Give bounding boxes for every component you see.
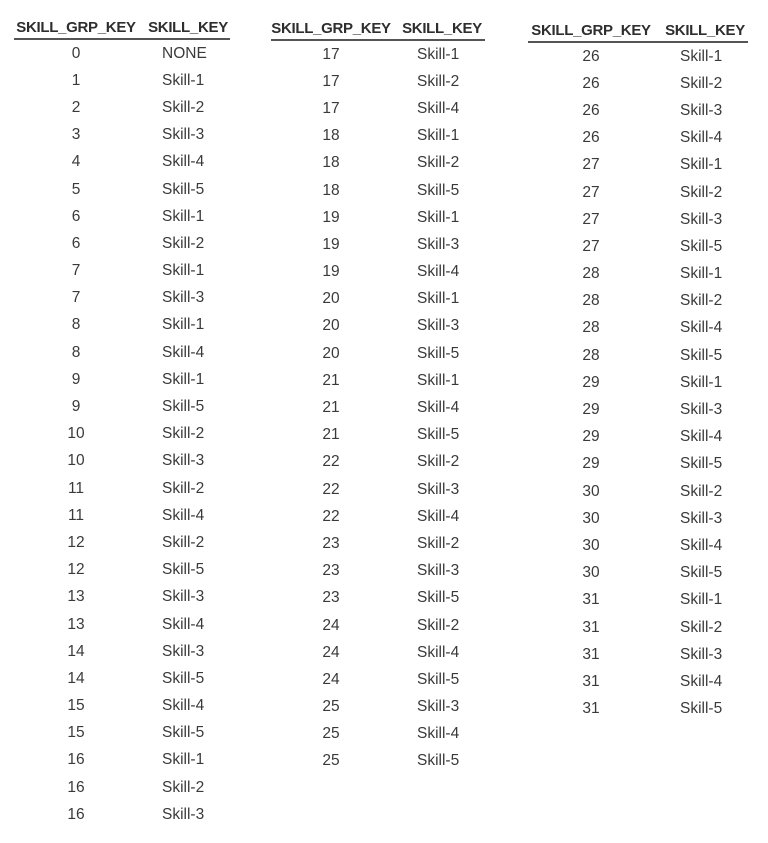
skill-grp-key-cell: 30 <box>582 482 600 500</box>
table-row <box>14 393 230 420</box>
table-row <box>528 97 748 124</box>
table-row <box>271 666 485 693</box>
header-row <box>271 17 485 40</box>
table-row <box>528 424 748 451</box>
skill-grp-key-cell: 27 <box>582 183 600 201</box>
table-row <box>14 366 230 393</box>
skill-key-cell: Skill-4 <box>680 428 723 446</box>
table-row <box>528 478 748 505</box>
table-row <box>14 448 230 475</box>
table-row <box>528 396 748 423</box>
skill-grp-key-cell: 17 <box>322 72 340 90</box>
skill-grp-key-cell: 12 <box>67 561 85 579</box>
skill-key-cell: Skill-3 <box>680 210 723 228</box>
skill-key-cell: Skill-3 <box>162 289 205 307</box>
skill-key-cell: Skill-3 <box>162 452 205 470</box>
table-row <box>14 611 230 638</box>
skill-group-table-1 <box>14 16 230 828</box>
table-row <box>271 721 485 748</box>
skill-grp-key-cell: 4 <box>71 153 81 171</box>
skill-key-cell: Skill-4 <box>417 99 460 117</box>
skill-grp-key-cell: 29 <box>582 428 600 446</box>
skill-key-cell: Skill-1 <box>162 71 205 89</box>
table-row <box>271 394 485 421</box>
skill-key-cell: Skill-2 <box>417 616 460 634</box>
skill-key-cell: Skill-2 <box>162 98 205 116</box>
skill-key-cell: Skill-1 <box>680 47 723 65</box>
skill-key-cell: Skill-1 <box>162 207 205 225</box>
skill-grp-key-cell: 20 <box>322 290 340 308</box>
skill-grp-key-cell: 18 <box>322 154 340 172</box>
table-row <box>14 747 230 774</box>
skill-grp-key-cell: 14 <box>67 642 85 660</box>
skill-grp-key-cell: 26 <box>582 129 600 147</box>
skill-key-cell: Skill-1 <box>417 290 460 308</box>
skill-key-cell: Skill-1 <box>162 262 205 280</box>
skill-grp-key-cell: 1 <box>71 71 81 89</box>
column-header-skill-grp-key: SKILL_GRP_KEY <box>528 19 662 42</box>
skill-grp-key-cell: 17 <box>322 45 340 63</box>
skill-key-cell: Skill-2 <box>417 72 460 90</box>
table-row <box>14 720 230 747</box>
skill-key-cell: Skill-5 <box>680 346 723 364</box>
table-row <box>528 152 748 179</box>
table-row <box>528 125 748 152</box>
skill-grp-key-cell: 21 <box>322 399 340 417</box>
skill-grp-key-cell: 3 <box>71 126 81 144</box>
skill-key-cell: Skill-3 <box>680 645 723 663</box>
skill-grp-key-cell: 24 <box>322 643 340 661</box>
skill-key-cell: Skill-3 <box>417 480 460 498</box>
table-row <box>14 774 230 801</box>
skill-key-cell: Skill-3 <box>162 588 205 606</box>
skill-key-cell: Skill-5 <box>162 398 205 416</box>
table-row <box>14 801 230 828</box>
skill-key-cell: Skill-2 <box>680 74 723 92</box>
skill-grp-key-cell: 25 <box>322 752 340 770</box>
skill-key-cell: Skill-5 <box>680 237 723 255</box>
table-row <box>271 748 485 775</box>
skill-grp-key-cell: 5 <box>71 180 81 198</box>
table-row <box>528 369 748 396</box>
skill-key-cell: Skill-2 <box>162 778 205 796</box>
skill-key-cell: Skill-4 <box>417 725 460 743</box>
skill-grp-key-cell: 26 <box>582 74 600 92</box>
skill-grp-key-cell: 15 <box>67 724 85 742</box>
skill-grp-key-cell: 28 <box>582 346 600 364</box>
skill-grp-key-cell: 13 <box>67 615 85 633</box>
header-row <box>14 16 230 39</box>
skill-key-cell: Skill-5 <box>417 752 460 770</box>
skill-grp-key-cell: 16 <box>67 805 85 823</box>
skill-key-cell: Skill-2 <box>680 183 723 201</box>
skill-key-cell: Skill-2 <box>680 618 723 636</box>
skill-key-cell: Skill-1 <box>162 751 205 769</box>
skill-grp-key-cell: 23 <box>322 589 340 607</box>
skill-grp-key-cell: 27 <box>582 237 600 255</box>
table-body <box>271 40 485 775</box>
table-row <box>14 122 230 149</box>
skill-key-cell: Skill-3 <box>162 805 205 823</box>
skill-grp-key-cell: 9 <box>71 370 81 388</box>
skill-grp-key-cell: 31 <box>582 618 600 636</box>
table-row <box>271 68 485 95</box>
skill-grp-key-cell: 24 <box>322 670 340 688</box>
skill-key-cell: Skill-2 <box>680 292 723 310</box>
skill-grp-key-cell: 30 <box>582 564 600 582</box>
skill-key-cell: Skill-3 <box>680 401 723 419</box>
table-row <box>271 231 485 258</box>
skill-grp-key-cell: 22 <box>322 453 340 471</box>
table-row <box>271 367 485 394</box>
table-row <box>528 42 748 70</box>
table-row <box>528 614 748 641</box>
table-row <box>14 557 230 584</box>
table-body <box>14 39 230 828</box>
table-row <box>271 340 485 367</box>
table-row <box>271 612 485 639</box>
skill-key-cell: Skill-1 <box>417 45 460 63</box>
table-row <box>271 150 485 177</box>
skill-key-cell: Skill-2 <box>162 533 205 551</box>
table-row <box>528 206 748 233</box>
table-row <box>14 176 230 203</box>
table-row <box>14 39 230 67</box>
skill-grp-key-cell: 10 <box>67 452 85 470</box>
table-row <box>14 638 230 665</box>
skill-key-cell: Skill-2 <box>417 154 460 172</box>
table-row <box>14 230 230 257</box>
table-row <box>528 532 748 559</box>
table-row <box>271 530 485 557</box>
skill-grp-key-cell: 31 <box>582 645 600 663</box>
table-body <box>528 42 748 723</box>
skill-key-cell: NONE <box>162 44 207 62</box>
table-row <box>14 339 230 366</box>
table-row <box>528 261 748 288</box>
skill-key-cell: Skill-2 <box>162 425 205 443</box>
table-row <box>14 693 230 720</box>
skill-grp-key-cell: 0 <box>71 44 81 62</box>
skill-grp-key-cell: 20 <box>322 317 340 335</box>
table-row <box>14 203 230 230</box>
table-row <box>271 585 485 612</box>
skill-grp-key-cell: 28 <box>582 319 600 337</box>
skill-key-cell: Skill-5 <box>162 669 205 687</box>
table-row <box>528 179 748 206</box>
skill-key-cell: Skill-5 <box>417 344 460 362</box>
table-row <box>14 312 230 339</box>
skill-key-cell: Skill-5 <box>417 181 460 199</box>
table-row <box>14 67 230 94</box>
table-row <box>271 286 485 313</box>
skill-grp-key-cell: 27 <box>582 210 600 228</box>
table-row <box>271 95 485 122</box>
skill-grp-key-cell: 30 <box>582 509 600 527</box>
skill-key-cell: Skill-5 <box>162 561 205 579</box>
skill-key-cell: Skill-3 <box>417 698 460 716</box>
skill-grp-key-cell: 26 <box>582 47 600 65</box>
skill-grp-key-cell: 28 <box>582 265 600 283</box>
skill-key-cell: Skill-4 <box>680 672 723 690</box>
skill-grp-key-cell: 10 <box>67 425 85 443</box>
skill-key-cell: Skill-5 <box>680 564 723 582</box>
table-row <box>14 285 230 312</box>
skill-grp-key-cell: 21 <box>322 426 340 444</box>
skill-key-cell: Skill-1 <box>680 156 723 174</box>
skill-grp-key-cell: 19 <box>322 263 340 281</box>
column-header-skill-grp-key: SKILL_GRP_KEY <box>271 17 399 40</box>
table-row <box>528 342 748 369</box>
skill-grp-key-cell: 9 <box>71 398 81 416</box>
skill-grp-key-cell: 11 <box>67 506 85 524</box>
skill-key-cell: Skill-5 <box>417 670 460 688</box>
skill-key-cell: Skill-3 <box>680 101 723 119</box>
skill-grp-key-cell: 18 <box>322 127 340 145</box>
skill-key-cell: Skill-5 <box>417 589 460 607</box>
skill-key-cell: Skill-4 <box>162 506 205 524</box>
skill-grp-key-cell: 29 <box>582 373 600 391</box>
skill-grp-key-cell: 16 <box>67 751 85 769</box>
skill-key-cell: Skill-1 <box>417 208 460 226</box>
skill-grp-key-cell: 31 <box>582 700 600 718</box>
skill-grp-key-cell: 17 <box>322 99 340 117</box>
column-header-skill-key: SKILL_KEY <box>399 17 485 40</box>
skill-grp-key-cell: 23 <box>322 562 340 580</box>
skill-key-cell: Skill-3 <box>417 235 460 253</box>
table-row <box>14 258 230 285</box>
skill-key-cell: Skill-4 <box>417 507 460 525</box>
skill-grp-key-cell: 8 <box>71 343 81 361</box>
skill-grp-key-cell: 21 <box>322 371 340 389</box>
skill-grp-key-cell: 6 <box>71 207 81 225</box>
table-row <box>528 641 748 668</box>
skill-key-cell: Skill-3 <box>417 317 460 335</box>
skill-grp-key-cell: 30 <box>582 536 600 554</box>
column-header-skill-key: SKILL_KEY <box>146 16 230 39</box>
skill-key-cell: Skill-4 <box>680 129 723 147</box>
skill-key-cell: Skill-2 <box>417 534 460 552</box>
skill-grp-key-cell: 2 <box>71 98 81 116</box>
table-row <box>528 587 748 614</box>
skill-grp-key-cell: 15 <box>67 697 85 715</box>
table-row <box>271 476 485 503</box>
table-row <box>271 40 485 68</box>
skill-grp-key-cell: 20 <box>322 344 340 362</box>
table-row <box>271 204 485 231</box>
skill-key-cell: Skill-4 <box>680 536 723 554</box>
skill-grp-key-cell: 12 <box>67 533 85 551</box>
table-row <box>271 639 485 666</box>
skill-grp-key-cell: 28 <box>582 292 600 310</box>
skill-key-cell: Skill-1 <box>680 265 723 283</box>
skill-key-cell: Skill-2 <box>417 453 460 471</box>
table-row <box>14 502 230 529</box>
table-row <box>14 421 230 448</box>
table-row <box>528 315 748 342</box>
table-row <box>528 505 748 532</box>
table-row <box>271 177 485 204</box>
skill-key-cell: Skill-1 <box>680 591 723 609</box>
skill-key-cell: Skill-4 <box>162 697 205 715</box>
skill-key-cell: Skill-1 <box>162 370 205 388</box>
skill-grp-key-cell: 24 <box>322 616 340 634</box>
skill-key-cell: Skill-1 <box>162 316 205 334</box>
skill-grp-key-cell: 22 <box>322 480 340 498</box>
skill-grp-key-cell: 11 <box>67 479 85 497</box>
skill-grp-key-cell: 13 <box>67 588 85 606</box>
table-row <box>14 94 230 121</box>
table-row <box>271 422 485 449</box>
table-row <box>528 668 748 695</box>
skill-key-cell: Skill-2 <box>162 479 205 497</box>
table-row <box>14 475 230 502</box>
skill-key-cell: Skill-3 <box>417 562 460 580</box>
skill-grp-key-cell: 19 <box>322 208 340 226</box>
table-row <box>528 288 748 315</box>
table-row <box>14 149 230 176</box>
table-row <box>271 449 485 476</box>
skill-key-cell: Skill-4 <box>162 615 205 633</box>
skill-group-table-2 <box>271 17 485 775</box>
skill-key-cell: Skill-5 <box>680 455 723 473</box>
table-row <box>14 584 230 611</box>
skill-grp-key-cell: 22 <box>322 507 340 525</box>
skill-key-cell: Skill-5 <box>680 700 723 718</box>
skill-grp-key-cell: 8 <box>71 316 81 334</box>
skill-key-cell: Skill-1 <box>680 373 723 391</box>
skill-grp-key-cell: 29 <box>582 455 600 473</box>
skill-key-cell: Skill-4 <box>417 399 460 417</box>
skill-key-cell: Skill-4 <box>680 319 723 337</box>
column-header-skill-grp-key: SKILL_GRP_KEY <box>14 16 146 39</box>
skill-group-table-3 <box>528 19 748 723</box>
skill-grp-key-cell: 6 <box>71 234 81 252</box>
skill-grp-key-cell: 26 <box>582 101 600 119</box>
skill-key-cell: Skill-4 <box>162 343 205 361</box>
skill-key-cell: Skill-2 <box>162 234 205 252</box>
table-row <box>271 313 485 340</box>
table-row <box>271 503 485 530</box>
table-row <box>14 529 230 556</box>
skill-grp-key-cell: 23 <box>322 534 340 552</box>
header-row <box>528 19 748 42</box>
skill-grp-key-cell: 19 <box>322 235 340 253</box>
skill-grp-key-cell: 7 <box>71 262 81 280</box>
table-row <box>271 259 485 286</box>
skill-key-cell: Skill-5 <box>162 724 205 742</box>
skill-key-cell: Skill-3 <box>162 126 205 144</box>
skill-grp-key-cell: 14 <box>67 669 85 687</box>
skill-key-cell: Skill-5 <box>417 426 460 444</box>
skill-grp-key-cell: 29 <box>582 401 600 419</box>
table-row <box>271 558 485 585</box>
skill-key-cell: Skill-4 <box>417 263 460 281</box>
skill-grp-key-cell: 25 <box>322 725 340 743</box>
table-row <box>528 451 748 478</box>
skill-key-cell: Skill-3 <box>162 642 205 660</box>
skill-grp-key-cell: 7 <box>71 289 81 307</box>
skill-grp-key-cell: 31 <box>582 591 600 609</box>
skill-key-cell: Skill-4 <box>417 643 460 661</box>
skill-key-cell: Skill-1 <box>417 371 460 389</box>
skill-grp-key-cell: 25 <box>322 698 340 716</box>
column-header-skill-key: SKILL_KEY <box>662 19 748 42</box>
skill-key-cell: Skill-4 <box>162 153 205 171</box>
skill-grp-key-cell: 18 <box>322 181 340 199</box>
skill-grp-key-cell: 16 <box>67 778 85 796</box>
table-row <box>528 696 748 723</box>
skill-key-cell: Skill-3 <box>680 509 723 527</box>
table-row <box>271 694 485 721</box>
skill-key-cell: Skill-1 <box>417 127 460 145</box>
table-row <box>271 123 485 150</box>
table-row <box>528 560 748 587</box>
table-row <box>528 233 748 260</box>
skill-grp-key-cell: 27 <box>582 156 600 174</box>
table-row <box>528 70 748 97</box>
skill-key-cell: Skill-5 <box>162 180 205 198</box>
skill-key-cell: Skill-2 <box>680 482 723 500</box>
skill-grp-key-cell: 31 <box>582 672 600 690</box>
table-row <box>14 665 230 692</box>
